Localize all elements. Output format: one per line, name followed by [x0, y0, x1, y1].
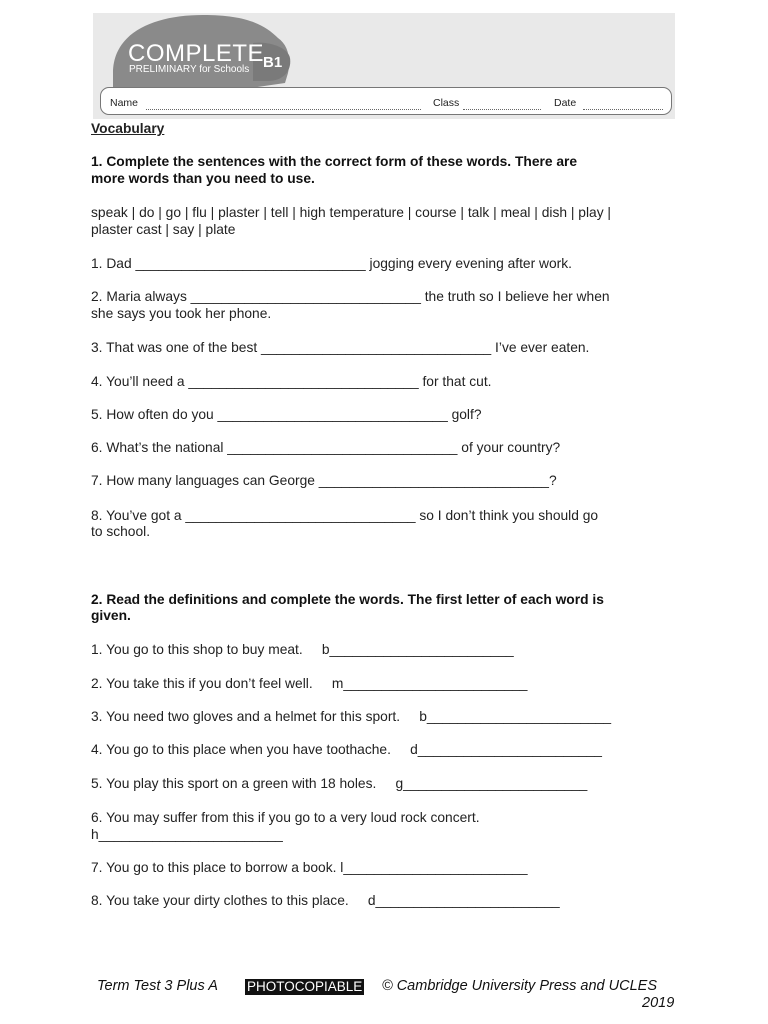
exercise2-item: 5. You play this sport on a green with 18 holes. g________________________	[91, 776, 588, 791]
exercise1-item: 1. Dad ______________________________ jogging every evening after work.	[91, 256, 572, 271]
exercise2-instruction: 2. Read the definitions and complete the words. The first letter of each word is	[91, 592, 604, 607]
footer-copyright: © Cambridge University Press and UCLES	[382, 978, 658, 994]
class-field[interactable]	[463, 109, 541, 110]
student-info-bar	[100, 87, 672, 115]
exercise1-item: she says you took her phone.	[91, 306, 272, 321]
exercise1-item: 8. You’ve got a ______________________________ so I don’t think you should go	[91, 508, 599, 523]
logo-title: COMPLETE	[128, 40, 265, 67]
section-heading: Vocabulary	[91, 121, 165, 136]
photocopiable-badge: PHOTOCOPIABLE	[247, 979, 363, 994]
exercise2-item: h________________________	[91, 827, 283, 842]
word-bank: plaster cast | say | plate	[91, 222, 236, 237]
exercise2-item: 7. You go to this place to borrow a book. l________________________	[91, 860, 528, 875]
logo-subtitle: PRELIMINARY for Schools	[129, 64, 250, 75]
class-label: Class	[433, 97, 460, 109]
exercise2-item: 6. You may suffer from this if you go to a very loud rock concert.	[91, 810, 480, 825]
exercise2-item: 8. You take your dirty clothes to this place. d________________________	[91, 893, 560, 908]
exercise1-item: 7. How many languages can George ______________________________?	[91, 473, 557, 488]
exercise2-item: 4. You go to this place when you have toothache. d________________________	[91, 742, 602, 757]
date-label: Date	[554, 97, 577, 109]
footer-year: 2019	[642, 995, 675, 1011]
exercise1-item: 2. Maria always ______________________________ the truth so I believe her when	[91, 289, 610, 304]
exercise1-item: 6. What’s the national ______________________________ of your country?	[91, 440, 561, 455]
exercise2-item: 1. You go to this shop to buy meat. b________________________	[91, 642, 514, 657]
name-field[interactable]	[146, 109, 421, 110]
footer-test-name: Term Test 3 Plus A	[97, 978, 218, 994]
date-field[interactable]	[583, 109, 663, 110]
exercise2-item: 3. You need two gloves and a helmet for this sport. b________________________	[91, 709, 612, 724]
word-bank: speak | do | go | flu | plaster | tell | high temperature | course | talk | meal | dish | play |	[91, 205, 612, 220]
exercise2-item: 2. You take this if you don’t feel well. m________________________	[91, 676, 528, 691]
name-label: Name	[110, 97, 139, 109]
exercise1-instruction: 1. Complete the sentences with the correct form of these words. There are	[91, 154, 578, 169]
logo-level: B1	[263, 54, 283, 71]
exercise1-item: 3. That was one of the best ______________________________ I’ve ever eaten.	[91, 340, 590, 355]
exercise1-instruction: more words than you need to use.	[91, 171, 315, 186]
exercise2-instruction: given.	[91, 608, 131, 623]
exercise1-item: 5. How often do you ______________________________ golf?	[91, 407, 482, 422]
exercise1-item: to school.	[91, 524, 151, 539]
exercise1-item: 4. You’ll need a ______________________________ for that cut.	[91, 374, 492, 389]
